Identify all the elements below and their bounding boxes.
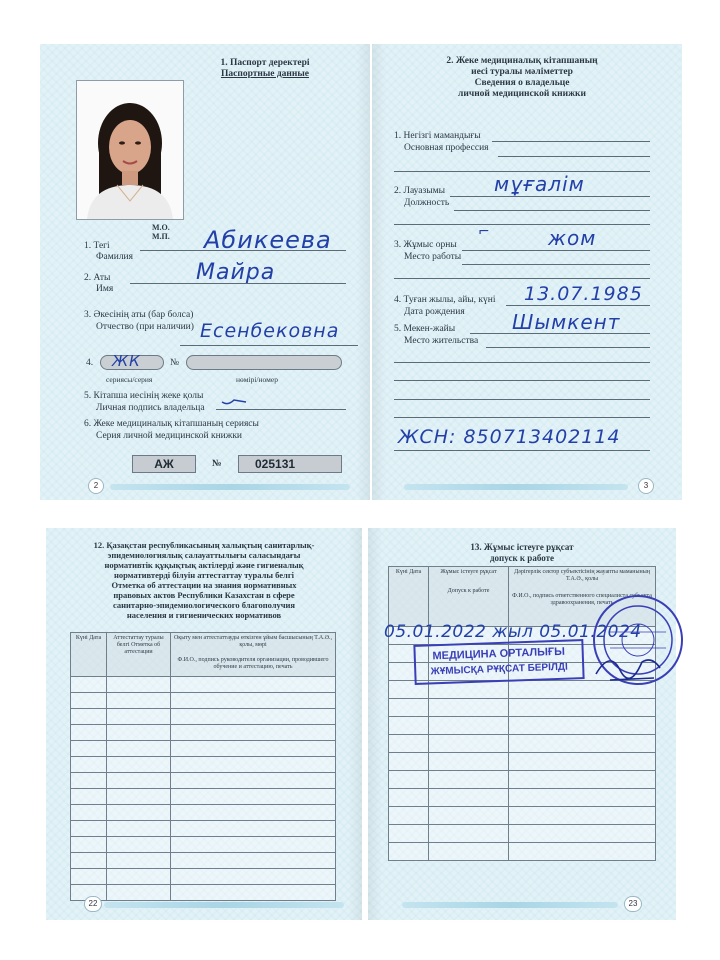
book-number-box: 025131 xyxy=(238,455,342,473)
permit-col-permit-ru: Допуск к работе xyxy=(447,588,490,594)
page3-number: 3 xyxy=(638,478,654,494)
name-label-ru: Имя xyxy=(96,284,114,294)
profession-label-kz: 1. Негізгі мамандығы xyxy=(394,131,481,141)
table-row xyxy=(389,807,656,825)
iin-line xyxy=(394,450,650,451)
book-series-box: АЖ xyxy=(132,455,196,473)
work-line-1 xyxy=(462,250,650,251)
surname-label-ru: Фамилия xyxy=(96,252,134,262)
position-line-3 xyxy=(394,224,650,225)
address-line-2 xyxy=(486,347,650,348)
table-row xyxy=(71,677,336,693)
series-caption: сериясы/серия xyxy=(106,375,153,384)
page22-heading-4: нормативтерді білуін аттестаттау туралы белгі xyxy=(113,570,295,580)
att-col-signer-kz: Оқыту мен аттестаттауды өткізген ұйым басшысының Т.А.Ә., қолы, мөрі xyxy=(173,635,333,648)
series-prefix: 4. xyxy=(86,358,94,368)
permit-col-date: Күні Дата xyxy=(389,567,429,627)
doctor-signature xyxy=(590,640,670,690)
number-sign: № xyxy=(170,358,180,368)
attestation-table xyxy=(70,632,336,901)
address-line-5 xyxy=(394,399,650,400)
page2-footer-band xyxy=(110,484,350,490)
birth-label-ru: Дата рождения xyxy=(404,307,465,317)
page2-heading-ru: Паспортные данные xyxy=(220,69,310,79)
page3-heading-l2: иесі туралы мәліметтер xyxy=(471,67,573,77)
permit-stamp xyxy=(413,639,584,685)
position-label-kz: 2. Лауазымы xyxy=(394,186,446,196)
table-row xyxy=(71,821,336,837)
page22-heading-1: 12. Қазақстан республикасының халықтың санитарлық- xyxy=(93,540,315,550)
table-row xyxy=(389,753,656,771)
table-row xyxy=(71,885,336,901)
birth-value: 13.07.1985 xyxy=(524,283,643,305)
table-row xyxy=(71,837,336,853)
address-label-ru: Место жительства xyxy=(404,336,479,346)
permit-col-signer-kz: Дәрігерлік сектор субъектісінің жауапты маманының Т.А.Ә., қолы xyxy=(514,569,650,582)
page23-number: 23 xyxy=(624,896,642,912)
surname-label-kz: 1. Тегі xyxy=(84,241,110,251)
permit-entry-dates: 05.01.2022 жыл 05.01.2024 xyxy=(384,622,642,642)
position-value: мұғалім xyxy=(494,172,585,196)
table-row xyxy=(71,693,336,709)
work-value: жом xyxy=(548,226,597,250)
page23-heading-ru: допуск к работе xyxy=(489,553,554,563)
patronymic-line xyxy=(180,345,358,346)
mp-ru: М.П. xyxy=(152,232,170,241)
iin-value: ЖСН: 850713402114 xyxy=(398,426,621,448)
att-col-date: Күні Дата xyxy=(71,633,107,677)
page22-number: 22 xyxy=(84,896,102,912)
address-label-kz: 5. Мекен-жайы xyxy=(394,324,456,334)
table-row xyxy=(71,725,336,741)
att-col-signer xyxy=(171,633,336,677)
book-series-label-kz: 6. Жеке медициналық кітапшаның сериясы xyxy=(84,419,259,429)
table-row xyxy=(389,843,656,861)
patronymic-label-kz: 3. Әкесінің аты (бар болса) xyxy=(84,310,194,320)
birth-line xyxy=(506,305,650,306)
page23-footer-band xyxy=(402,902,618,908)
permit-col-permit-kz: Жұмыс істеуге рұқсат xyxy=(440,569,497,575)
page3-heading-l3: Сведения о владельце xyxy=(474,78,570,88)
birth-label-kz: 4. Туған жылы, айы, күні xyxy=(394,295,496,305)
page3-heading-l4: личной медицинской книжки xyxy=(458,89,586,99)
page2-number: 2 xyxy=(88,478,104,494)
book-number-sign: № xyxy=(212,459,222,469)
series-value: ЖК xyxy=(112,352,141,370)
page22-heading-6: правовых актов Республики Казахстан в сфере xyxy=(113,590,295,600)
table-row xyxy=(71,789,336,805)
patronymic-label-ru: Отчество (при наличии) xyxy=(96,322,194,332)
name-label-kz: 2. Аты xyxy=(84,273,111,283)
table-row xyxy=(389,789,656,807)
address-line-1 xyxy=(470,333,650,334)
page3-heading-l1: 2. Жеке медициналық кітапшаның xyxy=(446,56,598,66)
page22-heading-5: Отметка об аттестации на знания нормативных xyxy=(111,580,297,590)
permit-col-signer-ru: Ф.И.О., подпись ответственного специалиста субъекта здравоохранения, печать xyxy=(512,593,652,606)
address-line-4 xyxy=(394,380,650,381)
number-pill xyxy=(186,355,342,370)
page22-heading-7: санитарно-эпидемиологического благополучия xyxy=(112,600,296,610)
work-dash: ⌐ xyxy=(478,224,491,240)
table-row xyxy=(71,741,336,757)
work-label-kz: 3. Жұмыс орны xyxy=(394,240,457,250)
work-line-2 xyxy=(462,264,650,265)
table-row xyxy=(71,853,336,869)
patronymic-value: Есенбековна xyxy=(200,320,340,342)
name-line xyxy=(130,283,346,284)
table-row xyxy=(389,771,656,789)
page22-heading-8: населения и гигиенических нормативов xyxy=(126,610,282,620)
table-row xyxy=(389,825,656,843)
table-row xyxy=(71,869,336,885)
table-row xyxy=(71,757,336,773)
position-label-ru: Должность xyxy=(404,198,450,208)
table-row xyxy=(71,773,336,789)
book-series-label-ru: Серия личной медицинской книжки xyxy=(96,431,243,441)
page2-heading-kz: 1. Паспорт деректері xyxy=(220,58,310,68)
work-label-ru: Место работы xyxy=(404,252,462,262)
att-col-signer-ru: Ф.И.О., подпись руководителя организации, проводившего обучение и аттестацию, печать xyxy=(177,657,329,670)
owner-signature xyxy=(220,392,260,408)
table-row xyxy=(71,805,336,821)
address-line-3 xyxy=(394,362,650,363)
address-value: Шымкент xyxy=(512,310,621,334)
permit-col-permit xyxy=(429,567,509,627)
name-value: Майра xyxy=(196,260,276,285)
page22-footer-band xyxy=(104,902,344,908)
permit-stamp-line2: ЖҰМЫСҚА РҰҚСАТ БЕРІЛДІ xyxy=(430,661,569,678)
table-row xyxy=(71,709,336,725)
page3-footer-band xyxy=(404,484,628,490)
number-caption: нөмірі/номер xyxy=(236,375,278,384)
address-line-6 xyxy=(394,417,650,418)
permit-stamp-line1: МЕДИЦИНА ОРТАЛЫҒЫ xyxy=(432,645,566,663)
profession-line-1 xyxy=(492,141,650,142)
position-line-2 xyxy=(454,210,650,211)
surname-value: Абикеева xyxy=(204,226,332,254)
page23-heading-kz: 13. Жұмыс істеуге рұқсат xyxy=(470,542,574,552)
mp-kz: М.О. xyxy=(152,223,170,232)
signature-label-kz: 5. Кітапша иесінің жеке қолы xyxy=(84,391,204,401)
table-row xyxy=(389,735,656,753)
profession-line-2 xyxy=(498,156,650,157)
signature-line xyxy=(216,409,346,410)
page22-heading-3: нормативтік құқықтық актілерді және гигиеналық xyxy=(104,560,304,570)
surname-line xyxy=(140,250,346,251)
owner-photo xyxy=(76,80,184,220)
signature-label-ru: Личная подпись владельца xyxy=(96,403,205,413)
position-line-1 xyxy=(450,196,650,197)
att-col-mark: Аттестаттау туралы белгі Отметка об аттестации xyxy=(107,633,171,677)
page22-heading-2: эпидемиологиялық салауаттылығы саласындағы xyxy=(107,550,301,560)
table-row xyxy=(389,699,656,717)
profession-label-ru: Основная профессия xyxy=(404,143,489,153)
table-row xyxy=(389,717,656,735)
work-line-3 xyxy=(394,278,650,279)
